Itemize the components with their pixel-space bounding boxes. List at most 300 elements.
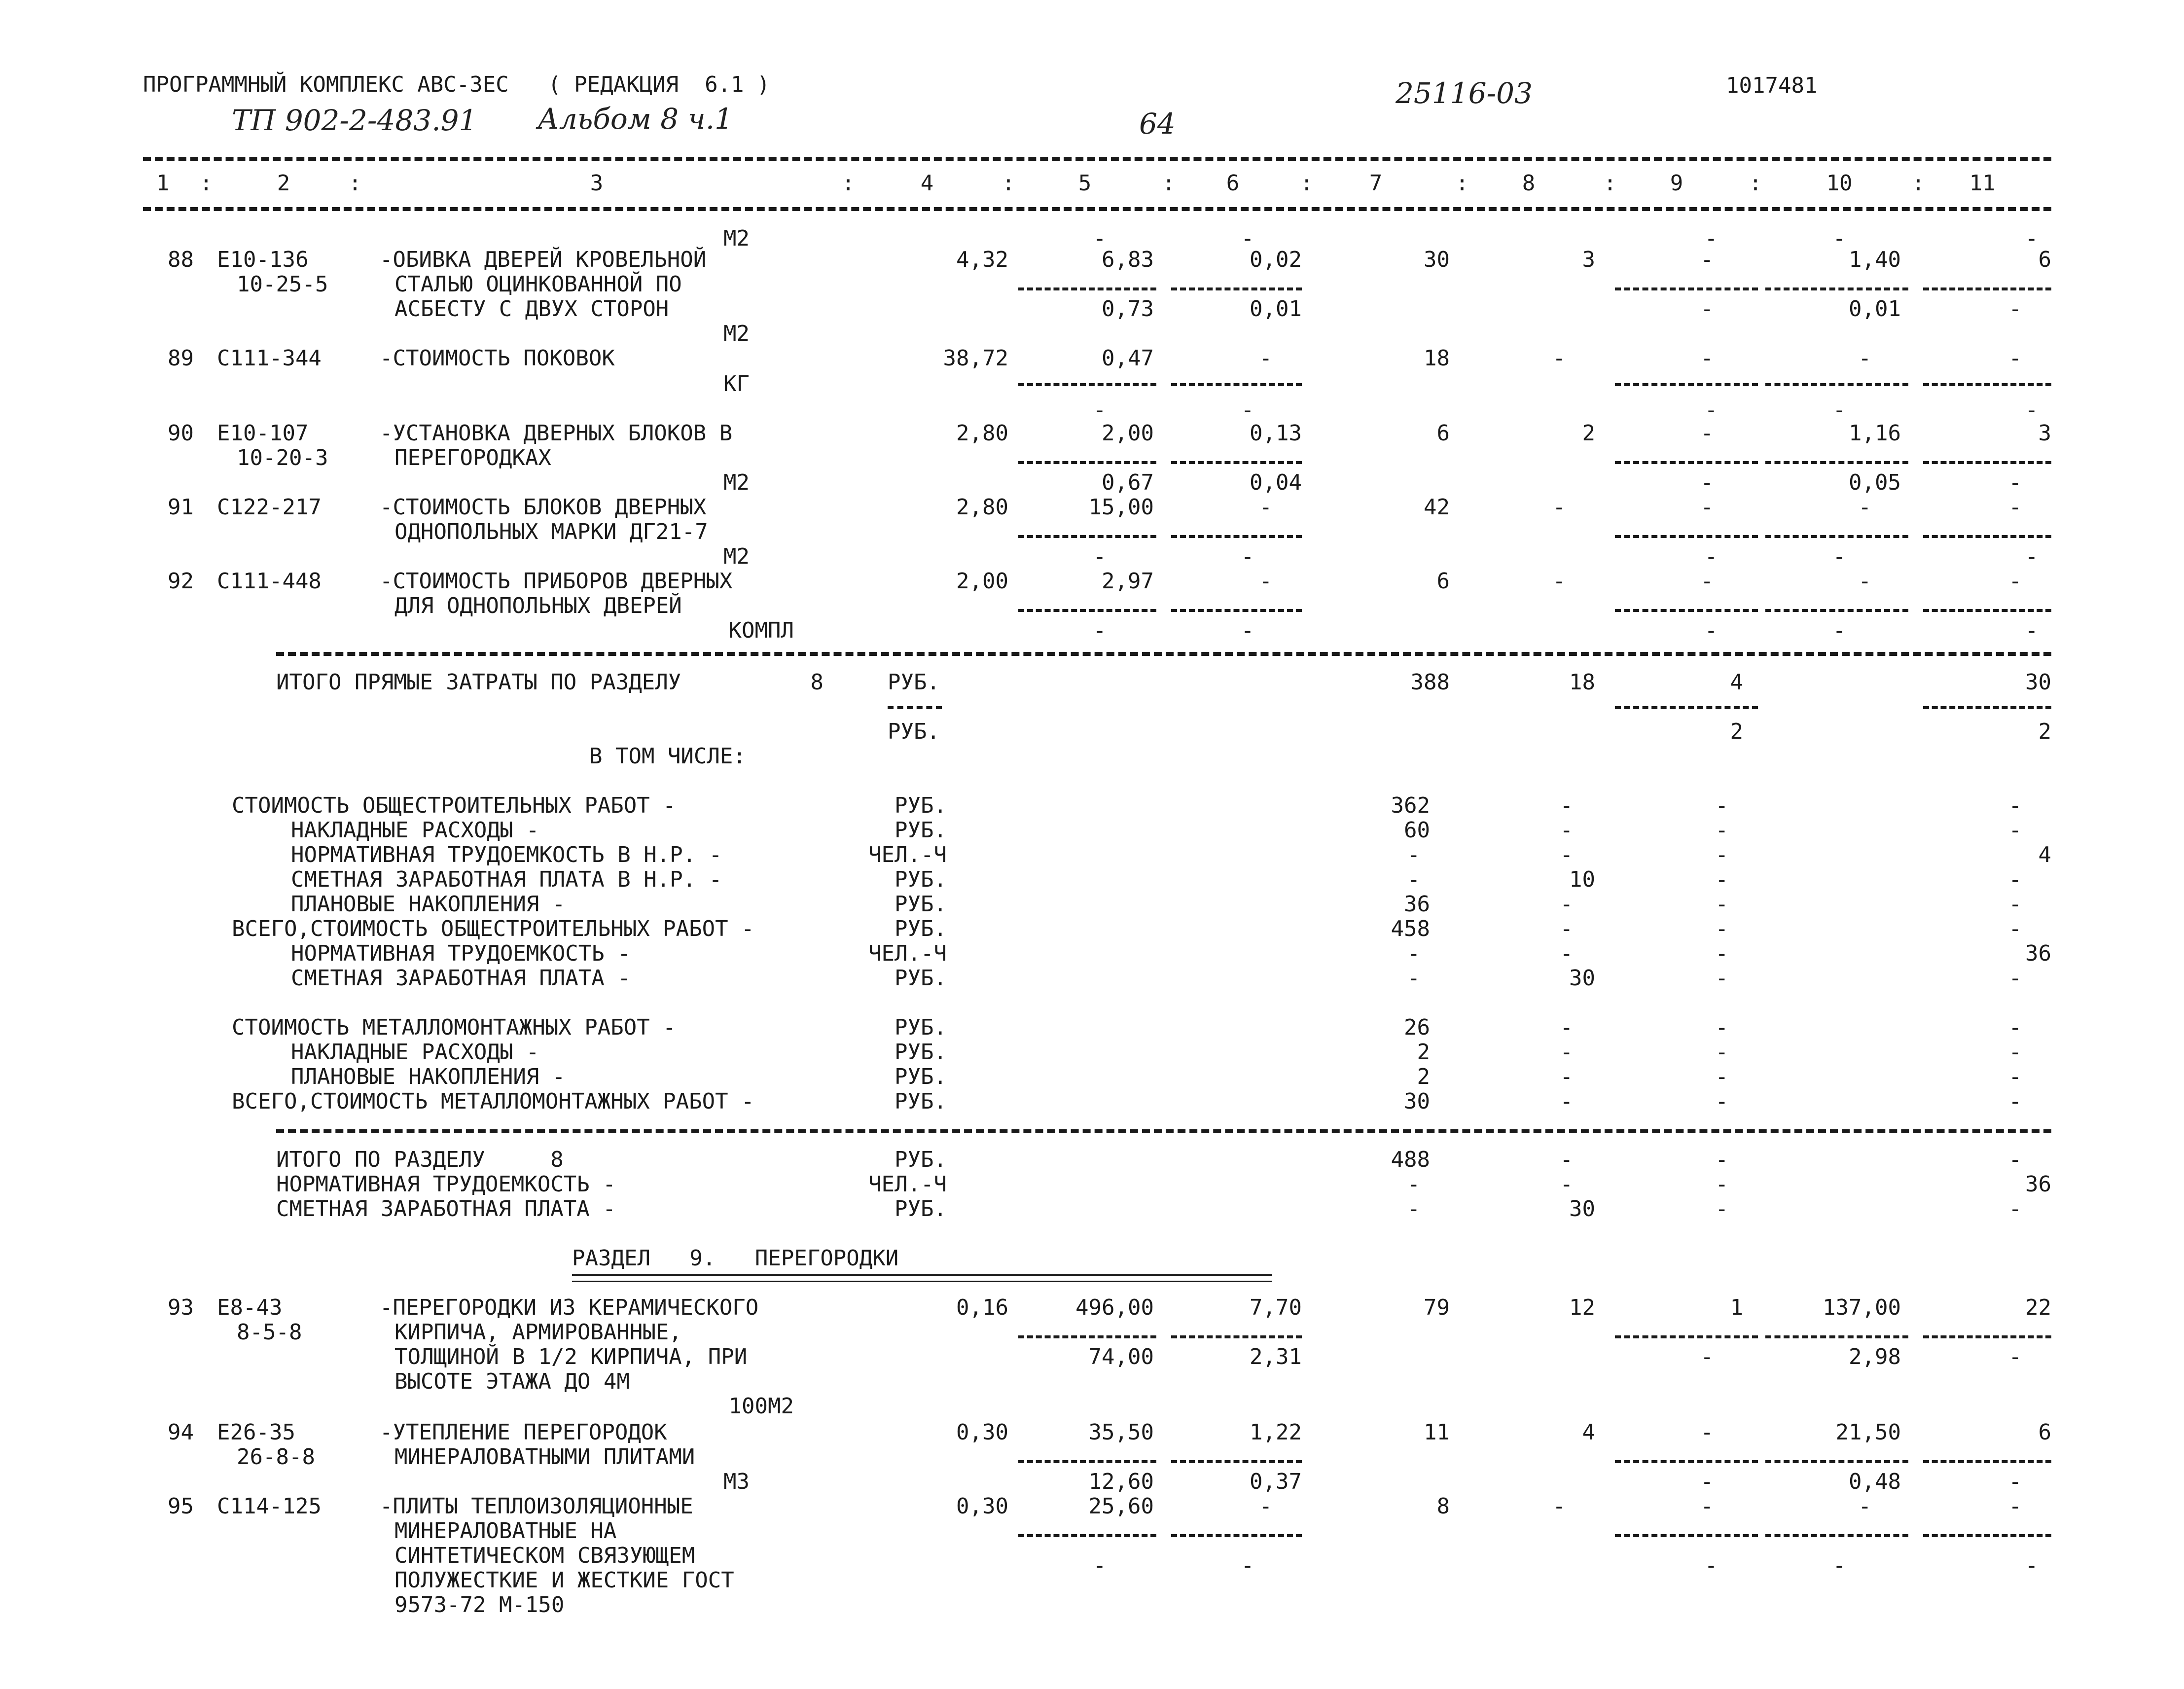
- dash: -: [1704, 397, 1718, 423]
- breakdown-c7: 362: [1391, 793, 1430, 818]
- cell-c4: 0,30: [956, 1494, 1008, 1519]
- page-number-handwritten: 64: [1139, 107, 1176, 141]
- row-code: Е10-136: [217, 247, 309, 272]
- totals-section-number: 8: [810, 670, 823, 695]
- section-total-label: ИТОГО ПО РАЗДЕЛУ 8: [276, 1147, 564, 1172]
- cell-c9: -: [1700, 495, 1714, 520]
- dash: -: [1093, 618, 1107, 643]
- totals-rule: [276, 652, 2051, 656]
- column-header-4: 4: [920, 171, 934, 196]
- section-title-underline: [572, 1274, 1272, 1282]
- cell-divider: [1615, 461, 1758, 464]
- breakdown-c8: -: [1560, 842, 1573, 867]
- breakdown-label: ПЛАНОВЫЕ НАКОПЛЕНИЯ -: [291, 892, 566, 917]
- unit-label: М2: [723, 226, 750, 251]
- cell-c9: -: [1700, 1494, 1714, 1519]
- breakdown-c11: -: [2008, 892, 2022, 917]
- program-title: ПРОГРАММНЫЙ КОМПЛЕКС АВС-3ЕС ( РЕДАКЦИЯ 6.1 ): [143, 72, 770, 97]
- cell-c5: 6,83: [1102, 247, 1154, 272]
- row-subcode: 10-20-3: [237, 445, 328, 470]
- breakdown-c7: 60: [1404, 818, 1430, 843]
- cell-c6: -: [1259, 346, 1272, 371]
- breakdown-c9: -: [1715, 941, 1728, 966]
- breakdown-unit: РУБ.: [895, 916, 947, 941]
- section-total-c11: 36: [2025, 1172, 2051, 1197]
- row-code: Е8-43: [217, 1295, 283, 1320]
- dash: -: [1093, 544, 1107, 569]
- row-description: -ПЕРЕГОРОДКИ ИЗ КЕРАМИЧЕСКОГО: [380, 1295, 759, 1320]
- header-rule-top: [143, 157, 2051, 161]
- section-total-unit: РУБ.: [895, 1147, 947, 1172]
- breakdown-c9: -: [1715, 892, 1728, 917]
- cell-c10: 137,00: [1823, 1295, 1901, 1320]
- row-number: 91: [168, 495, 194, 520]
- column-header-7: 7: [1369, 171, 1383, 196]
- dash: -: [2025, 226, 2039, 251]
- dash: -: [1832, 397, 1846, 423]
- breakdown-label: ВСЕГО,СТОИМОСТЬ МЕТАЛЛОМОНТАЖНЫХ РАБОТ -: [232, 1089, 754, 1114]
- album-handwritten: Альбом 8 ч.1: [537, 102, 733, 136]
- breakdown-label: ПЛАНОВЫЕ НАКОПЛЕНИЯ -: [291, 1064, 566, 1089]
- cell-c6: -: [1259, 1494, 1272, 1519]
- cell-c11: 6: [2038, 247, 2051, 272]
- cell-c6: 7,70: [1250, 1295, 1302, 1320]
- cell-divider: [1018, 383, 1156, 386]
- breakdown-unit: РУБ.: [895, 1015, 947, 1040]
- column-header-9: 9: [1670, 171, 1683, 196]
- breakdown-unit: РУБ.: [895, 1089, 947, 1114]
- row-number: 93: [168, 1295, 194, 1320]
- cell-c9-lower: -: [1700, 296, 1714, 322]
- breakdown-c11: -: [2008, 793, 2022, 818]
- unit-label: М2: [723, 321, 750, 346]
- section-title: РАЗДЕЛ 9. ПЕРЕГОРОДКИ: [572, 1246, 899, 1271]
- cell-c10: -: [1858, 1494, 1871, 1519]
- breakdown-c8: -: [1560, 1040, 1573, 1065]
- totals-unit: РУБ.: [888, 670, 940, 695]
- breakdown-label: СМЕТНАЯ ЗАРАБОТНАЯ ПЛАТА -: [291, 966, 631, 991]
- cell-c10: -: [1858, 495, 1871, 520]
- dash: -: [1241, 544, 1254, 569]
- breakdown-unit: РУБ.: [895, 1064, 947, 1089]
- cell-divider: [1171, 287, 1302, 290]
- cell-c5: 2,97: [1102, 569, 1154, 594]
- cell-divider: [1923, 461, 2051, 464]
- cell-divider: [1018, 609, 1156, 612]
- cell-c11: 22: [2025, 1295, 2051, 1320]
- row-description: -УСТАНОВКА ДВЕРНЫХ БЛОКОВ В: [380, 421, 733, 446]
- cell-c7: 79: [1424, 1295, 1450, 1320]
- totals-divider: [1923, 706, 2051, 709]
- unit-label: М3: [723, 1469, 750, 1494]
- cell-c10: 21,50: [1835, 1420, 1901, 1445]
- breakdown-c11: -: [2008, 916, 2022, 941]
- row-description: ОДНОПОЛЬНЫХ МАРКИ ДГ21-7: [394, 519, 708, 544]
- row-code: Е26-35: [217, 1420, 295, 1445]
- section-total-c9: -: [1715, 1147, 1728, 1172]
- cell-c4: 2,00: [956, 569, 1008, 594]
- row-description: -СТОИМОСТЬ БЛОКОВ ДВЕРНЫХ: [380, 495, 707, 520]
- column-separator: :: [1002, 171, 1015, 196]
- column-header-8: 8: [1522, 171, 1536, 196]
- breakdown-unit: ЧЕЛ.-Ч: [868, 842, 947, 867]
- totals-c8: 18: [1569, 670, 1595, 695]
- column-separator: :: [348, 171, 362, 196]
- cell-divider: [1765, 287, 1908, 290]
- breakdown-c7: -: [1407, 941, 1420, 966]
- cell-c5-lower: 12,60: [1088, 1469, 1154, 1494]
- cell-c9: -: [1700, 346, 1714, 371]
- row-subcode: 10-25-5: [237, 272, 328, 297]
- totals-label: ИТОГО ПРЯМЫЕ ЗАТРАТЫ ПО РАЗДЕЛУ: [276, 670, 681, 695]
- column-header-1: 1: [156, 171, 170, 196]
- cell-divider: [1018, 1460, 1156, 1463]
- cell-divider: [1923, 383, 2051, 386]
- row-description: -ПЛИТЫ ТЕПЛОИЗОЛЯЦИОННЫЕ: [380, 1494, 693, 1519]
- cell-c6-lower: 0,04: [1250, 470, 1302, 495]
- section-total-c8: -: [1560, 1147, 1573, 1172]
- column-separator: :: [1749, 171, 1762, 196]
- cell-c8: -: [1552, 1494, 1566, 1519]
- breakdown-c7: 30: [1404, 1089, 1430, 1114]
- breakdown-label: НОРМАТИВНАЯ ТРУДОЕМКОСТЬ В Н.Р. -: [291, 842, 722, 867]
- breakdown-c8: 30: [1569, 966, 1595, 991]
- breakdown-c9: -: [1715, 867, 1728, 892]
- cell-c4: 2,80: [956, 495, 1008, 520]
- row-description: 9573-72 М-150: [394, 1592, 565, 1617]
- cell-divider: [1765, 1534, 1908, 1537]
- breakdown-c7: 36: [1404, 892, 1430, 917]
- unit-label: КОМПЛ: [728, 618, 794, 643]
- breakdown-unit: РУБ.: [895, 793, 947, 818]
- cell-c9-lower: -: [1700, 1469, 1714, 1494]
- cell-divider: [1923, 609, 2051, 612]
- cell-c10-lower: 0,01: [1849, 296, 1901, 322]
- breakdown-c11: 36: [2025, 941, 2051, 966]
- unit-label: КГ: [723, 371, 750, 396]
- project-code-handwritten: ТП 902-2-483.91: [232, 104, 477, 137]
- cell-divider: [1615, 1534, 1758, 1537]
- breakdown-c11: -: [2008, 1040, 2022, 1065]
- cell-c6-lower: 0,01: [1250, 296, 1302, 322]
- cell-c10-lower: 2,98: [1849, 1344, 1901, 1369]
- row-number: 94: [168, 1420, 194, 1445]
- column-header-11: 11: [1969, 171, 1996, 196]
- breakdown-c9: -: [1715, 818, 1728, 843]
- breakdown-c7: -: [1407, 842, 1420, 867]
- cell-divider: [1615, 609, 1758, 612]
- cell-c9: 1: [1730, 1295, 1743, 1320]
- breakdown-c7: 2: [1417, 1040, 1430, 1065]
- cell-divider: [1765, 383, 1908, 386]
- column-header-10: 10: [1826, 171, 1853, 196]
- cell-c5: 15,00: [1088, 495, 1154, 520]
- dash: -: [2025, 397, 2039, 423]
- totals-unit-divider: [888, 706, 942, 709]
- cell-divider: [1615, 1335, 1758, 1338]
- cell-divider: [1765, 1335, 1908, 1338]
- section-total-c7: -: [1407, 1196, 1420, 1222]
- row-description: ПЕРЕГОРОДКАХ: [394, 445, 551, 470]
- cell-c5: 25,60: [1088, 1494, 1154, 1519]
- column-header-5: 5: [1078, 171, 1092, 196]
- cell-c10: -: [1858, 569, 1871, 594]
- breakdown-label: СМЕТНАЯ ЗАРАБОТНАЯ ПЛАТА В Н.Р. -: [291, 867, 722, 892]
- breakdown-c11: -: [2008, 867, 2022, 892]
- cell-divider: [1923, 1335, 2051, 1338]
- cell-divider: [1615, 1460, 1758, 1463]
- cell-divider: [1765, 535, 1908, 538]
- cell-c11: -: [2008, 495, 2022, 520]
- breakdown-c9: -: [1715, 966, 1728, 991]
- cell-c11: 6: [2038, 1420, 2051, 1445]
- cell-c11: -: [2008, 569, 2022, 594]
- breakdown-unit: РУБ.: [895, 966, 947, 991]
- dash: -: [1832, 1553, 1846, 1578]
- breakdown-c11: -: [2008, 1015, 2022, 1040]
- breakdown-c9: -: [1715, 1015, 1728, 1040]
- breakdown-c9: -: [1715, 793, 1728, 818]
- breakdown-c11: -: [2008, 1089, 2022, 1114]
- cell-c7: 30: [1424, 247, 1450, 272]
- dash: -: [1704, 226, 1718, 251]
- row-description: ПОЛУЖЕСТКИЕ И ЖЕСТКИЕ ГОСТ: [394, 1568, 734, 1593]
- row-code: С111-344: [217, 346, 322, 371]
- dash: -: [1241, 1553, 1254, 1578]
- section-total-c7: 488: [1391, 1147, 1430, 1172]
- document-number: 1017481: [1726, 73, 1818, 98]
- column-separator: :: [841, 171, 855, 196]
- totals-unit: РУБ.: [888, 719, 940, 744]
- cell-c5-lower: 0,73: [1102, 296, 1154, 322]
- cell-c6: -: [1259, 569, 1272, 594]
- row-code: С122-217: [217, 495, 322, 520]
- section-total-unit: РУБ.: [895, 1196, 947, 1222]
- breakdown-c7: -: [1407, 966, 1420, 991]
- row-number: 89: [168, 346, 194, 371]
- row-description: СТАЛЬЮ ОЦИНКОВАННОЙ ПО: [394, 272, 682, 297]
- breakdown-unit: РУБ.: [895, 818, 947, 843]
- totals-divider: [1615, 706, 1758, 709]
- row-description: -УТЕПЛЕНИЕ ПЕРЕГОРОДОК: [380, 1420, 667, 1445]
- breakdown-c9: -: [1715, 1064, 1728, 1089]
- cell-divider: [1923, 1534, 2051, 1537]
- cell-c11-lower: -: [2008, 470, 2022, 495]
- breakdown-c11: -: [2008, 818, 2022, 843]
- breakdown-c8: 10: [1569, 867, 1595, 892]
- row-number: 88: [168, 247, 194, 272]
- row-description: МИНЕРАЛОВАТНЫМИ ПЛИТАМИ: [394, 1444, 695, 1470]
- totals-c11: 30: [2025, 670, 2051, 695]
- cell-c5: 496,00: [1075, 1295, 1154, 1320]
- cell-divider: [1171, 383, 1302, 386]
- row-number: 90: [168, 421, 194, 446]
- cell-c8: 4: [1582, 1420, 1595, 1445]
- cell-divider: [1018, 535, 1156, 538]
- breakdown-c7: 2: [1417, 1064, 1430, 1089]
- cell-divider: [1171, 1534, 1302, 1537]
- cell-c7: 6: [1436, 421, 1450, 446]
- dash: -: [1093, 226, 1107, 251]
- dash: -: [1704, 544, 1718, 569]
- cell-c5: 0,47: [1102, 346, 1154, 371]
- breakdown-label: ВСЕГО,СТОИМОСТЬ ОБЩЕСТРОИТЕЛЬНЫХ РАБОТ -: [232, 916, 754, 941]
- column-separator: :: [1911, 171, 1925, 196]
- cell-divider: [1171, 609, 1302, 612]
- cell-c11: -: [2008, 346, 2022, 371]
- cell-c11: 3: [2038, 421, 2051, 446]
- cell-c9: -: [1700, 1420, 1714, 1445]
- dash: -: [1241, 397, 1254, 423]
- dash: -: [1832, 226, 1846, 251]
- cell-c10: -: [1858, 346, 1871, 371]
- row-number: 92: [168, 569, 194, 594]
- cell-c4: 4,32: [956, 247, 1008, 272]
- cell-divider: [1171, 535, 1302, 538]
- cell-divider: [1923, 1460, 2051, 1463]
- breakdown-c7: -: [1407, 867, 1420, 892]
- dash: -: [1241, 618, 1254, 643]
- cell-c11-lower: -: [2008, 1344, 2022, 1369]
- cell-c9-lower: -: [1700, 1344, 1714, 1369]
- cell-c6-lower: 2,31: [1250, 1344, 1302, 1369]
- cell-c10: 1,40: [1849, 247, 1901, 272]
- breakdown-c11: -: [2008, 1064, 2022, 1089]
- column-separator: :: [199, 171, 213, 196]
- cell-c6: 1,22: [1250, 1420, 1302, 1445]
- section-total-rule: [276, 1129, 2051, 1133]
- cell-divider: [1171, 1335, 1302, 1338]
- column-header-6: 6: [1226, 171, 1240, 196]
- row-description: -ОБИВКА ДВЕРЕЙ КРОВЕЛЬНОЙ: [380, 247, 707, 272]
- breakdown-label: СТОИМОСТЬ ОБЩЕСТРОИТЕЛЬНЫХ РАБОТ -: [232, 793, 676, 818]
- cell-c7: 6: [1436, 569, 1450, 594]
- section-total-label: СМЕТНАЯ ЗАРАБОТНАЯ ПЛАТА -: [276, 1196, 616, 1222]
- breakdown-unit: РУБ.: [895, 1040, 947, 1065]
- cell-c5: 35,50: [1088, 1420, 1154, 1445]
- section-total-label: НОРМАТИВНАЯ ТРУДОЕМКОСТЬ -: [276, 1172, 616, 1197]
- cell-divider: [1923, 287, 2051, 290]
- section-total-c9: -: [1715, 1172, 1728, 1197]
- column-header-2: 2: [277, 171, 290, 196]
- dash: -: [1704, 1553, 1718, 1578]
- breakdown-c11: -: [2008, 966, 2022, 991]
- unit-label: М2: [723, 470, 750, 495]
- column-separator: :: [1603, 171, 1617, 196]
- row-code: Е10-107: [217, 421, 309, 446]
- breakdown-label: НАКЛАДНЫЕ РАСХОДЫ -: [291, 1040, 539, 1065]
- cell-c10: 1,16: [1849, 421, 1901, 446]
- cell-c8: -: [1552, 346, 1566, 371]
- cell-c6-lower: 0,37: [1250, 1469, 1302, 1494]
- row-description: КИРПИЧА, АРМИРОВАННЫЕ,: [394, 1320, 682, 1345]
- breakdown-unit: РУБ.: [895, 867, 947, 892]
- dash: -: [1832, 618, 1846, 643]
- cell-c7: 8: [1436, 1494, 1450, 1519]
- dash: -: [1832, 544, 1846, 569]
- cell-c4: 2,80: [956, 421, 1008, 446]
- cell-c9: -: [1700, 569, 1714, 594]
- cell-c10-lower: 0,05: [1849, 470, 1901, 495]
- totals-c11-lower: 2: [2038, 719, 2051, 744]
- cell-c11-lower: -: [2008, 296, 2022, 322]
- cell-c8: -: [1552, 495, 1566, 520]
- cell-c7: 42: [1424, 495, 1450, 520]
- cell-divider: [1018, 1534, 1156, 1537]
- row-description: -СТОИМОСТЬ ПОКОВОК: [380, 346, 615, 371]
- cell-c8: 2: [1582, 421, 1595, 446]
- row-description: -СТОИМОСТЬ ПРИБОРОВ ДВЕРНЫХ: [380, 569, 733, 594]
- cell-c4: 0,30: [956, 1420, 1008, 1445]
- unit-label: М2: [723, 544, 750, 569]
- section-total-c9: -: [1715, 1196, 1728, 1222]
- row-subcode: 26-8-8: [237, 1444, 315, 1470]
- cell-c11: -: [2008, 1494, 2022, 1519]
- totals-c9-lower: 2: [1730, 719, 1743, 744]
- dash: -: [1093, 1553, 1107, 1578]
- cell-c4: 38,72: [943, 346, 1008, 371]
- row-description: СИНТЕТИЧЕСКОМ СВЯЗУЮЩЕМ: [394, 1543, 695, 1568]
- breakdown-c8: -: [1560, 1015, 1573, 1040]
- column-header-3: 3: [590, 171, 604, 196]
- cell-c8: 3: [1582, 247, 1595, 272]
- dash: -: [1241, 226, 1254, 251]
- cell-divider: [1018, 1335, 1156, 1338]
- dash: -: [1704, 618, 1718, 643]
- totals-c7: 388: [1410, 670, 1450, 695]
- section-total-c8: 30: [1569, 1196, 1595, 1222]
- section-total-c11: -: [2008, 1147, 2022, 1172]
- breakdown-c9: -: [1715, 1040, 1728, 1065]
- cell-divider: [1615, 287, 1758, 290]
- cell-divider: [1765, 1460, 1908, 1463]
- breakdown-label: НОРМАТИВНАЯ ТРУДОЕМКОСТЬ -: [291, 941, 631, 966]
- breakdown-c7: 26: [1404, 1015, 1430, 1040]
- cell-c6: 0,02: [1250, 247, 1302, 272]
- dash: -: [2025, 618, 2039, 643]
- column-separator: :: [1162, 171, 1176, 196]
- row-code: С114-125: [217, 1494, 322, 1519]
- breakdown-c11: 4: [2038, 842, 2051, 867]
- cell-c7: 18: [1424, 346, 1450, 371]
- row-description: ВЫСОТЕ ЭТАЖА ДО 4М: [394, 1369, 630, 1394]
- dash: -: [2025, 544, 2039, 569]
- breakdown-label: СТОИМОСТЬ МЕТАЛЛОМОНТАЖНЫХ РАБОТ -: [232, 1015, 676, 1040]
- breakdown-unit: ЧЕЛ.-Ч: [868, 941, 947, 966]
- breakdown-c8: -: [1560, 1089, 1573, 1114]
- cell-c9: -: [1700, 247, 1714, 272]
- cell-divider: [1171, 461, 1302, 464]
- row-number: 95: [168, 1494, 194, 1519]
- cell-c8: -: [1552, 569, 1566, 594]
- cell-divider: [1018, 461, 1156, 464]
- cell-c4: 0,16: [956, 1295, 1008, 1320]
- breakdown-c9: -: [1715, 916, 1728, 941]
- document-code-handwritten: 25116-03: [1396, 76, 1533, 110]
- cell-divider: [1765, 461, 1908, 464]
- row-code: С111-448: [217, 569, 322, 594]
- cell-c6: 0,13: [1250, 421, 1302, 446]
- including-label: В ТОМ ЧИСЛЕ:: [589, 744, 746, 769]
- row-description: ДЛЯ ОДНОПОЛЬНЫХ ДВЕРЕЙ: [394, 593, 682, 618]
- cell-c5: 2,00: [1102, 421, 1154, 446]
- cell-divider: [1615, 383, 1758, 386]
- header-rule-bottom: [143, 207, 2051, 211]
- breakdown-c8: -: [1560, 916, 1573, 941]
- cell-c6: -: [1259, 495, 1272, 520]
- row-description: ТОЛЩИНОЙ В 1/2 КИРПИЧА, ПРИ: [394, 1344, 748, 1369]
- breakdown-label: НАКЛАДНЫЕ РАСХОДЫ -: [291, 818, 539, 843]
